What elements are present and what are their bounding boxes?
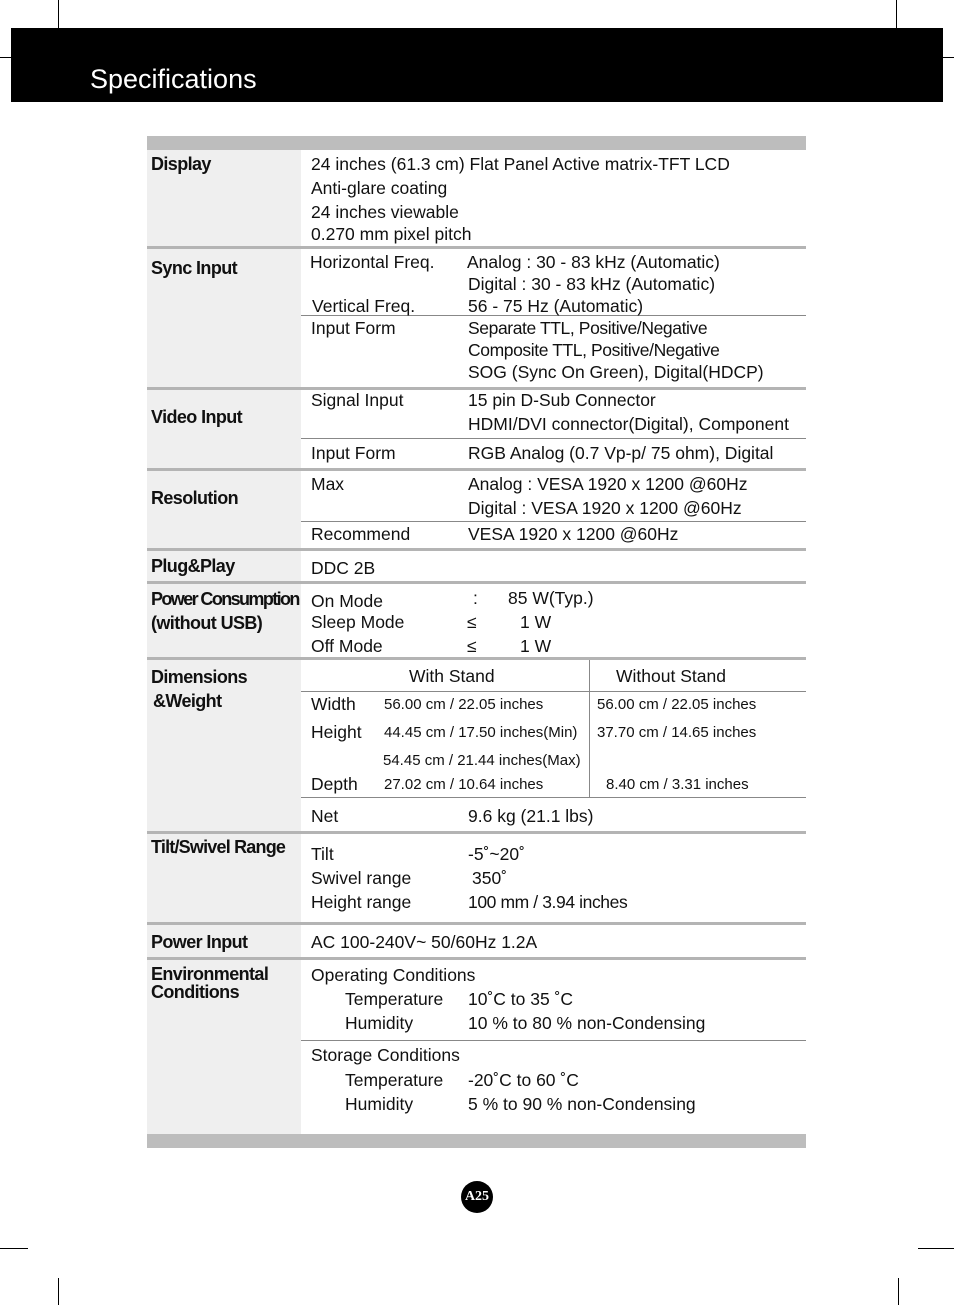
signal-input-label: Signal Input	[311, 390, 404, 410]
power-input-value: AC 100-240V~ 50/60Hz 1.2A	[311, 932, 538, 952]
height-with-stand-min: 44.45 cm / 17.50 inches(Min)	[384, 724, 578, 741]
sync-input-form-label: Input Form	[311, 318, 396, 338]
video-input-form-label: Input Form	[311, 443, 396, 463]
crop-mark	[943, 57, 954, 58]
page-number-badge: A25	[461, 1181, 493, 1213]
row-divider	[301, 797, 806, 798]
col-header-without-stand: Without Stand	[616, 666, 726, 686]
sync-input-form-value: Composite TTL, Positive/Negative	[468, 340, 720, 360]
crop-mark	[0, 1248, 28, 1249]
h-freq-digital: Digital : 30 - 83 kHz (Automatic)	[468, 274, 716, 294]
power-mode-label: Sleep Mode	[311, 612, 405, 632]
operating-temperature-value: 10˚C to 35 ˚C	[468, 989, 574, 1009]
power-mode-label: Off Mode	[311, 636, 383, 656]
power-mode-symbol: :	[473, 588, 478, 608]
row-divider	[301, 438, 806, 439]
crop-mark	[58, 0, 59, 28]
height-without-stand: 37.70 cm / 14.65 inches	[597, 724, 757, 741]
resolution-max-label: Max	[311, 474, 345, 494]
section-divider	[147, 922, 806, 925]
crop-mark	[58, 1278, 59, 1305]
label-video-input: Video Input	[151, 407, 243, 427]
display-line: 0.270 mm pixel pitch	[311, 224, 472, 244]
label-power-consumption: Power Consumption	[151, 589, 299, 609]
page-title: Specifications	[90, 64, 257, 94]
swivel-label: Swivel range	[311, 868, 412, 888]
resolution-recommend-label: Recommend	[311, 524, 411, 544]
section-divider	[147, 246, 806, 249]
section-divider	[147, 581, 806, 584]
operating-humidity-label: Humidity	[345, 1013, 414, 1033]
table-bottom-band	[147, 1134, 806, 1148]
net-weight-value: 9.6 kg (21.1 lbs)	[468, 806, 594, 826]
storage-humidity-value: 5 % to 90 % non-Condensing	[468, 1094, 696, 1114]
signal-input-value: 15 pin D-Sub Connector	[468, 390, 656, 410]
power-mode-label: On Mode	[311, 591, 383, 611]
width-label: Width	[311, 694, 356, 714]
power-mode-symbol: ≤	[467, 636, 477, 656]
power-mode-value: 85 W(Typ.)	[508, 588, 594, 608]
height-with-stand-max: 54.45 cm / 21.44 inches(Max)	[383, 752, 581, 769]
tilt-label: Tilt	[311, 844, 334, 864]
label-resolution: Resolution	[151, 488, 238, 508]
net-weight-label: Net	[311, 806, 339, 826]
column-divider	[589, 660, 590, 797]
section-divider	[147, 548, 806, 551]
h-freq-analog: Analog : 30 - 83 kHz (Automatic)	[467, 252, 720, 272]
height-range-label: Height range	[311, 892, 412, 912]
v-freq-label: Vertical Freq.	[312, 296, 416, 316]
resolution-max-value: Analog : VESA 1920 x 1200 @60Hz	[468, 474, 748, 494]
storage-humidity-label: Humidity	[345, 1094, 414, 1114]
label-dimensions: Dimensions	[151, 667, 248, 687]
display-line: Anti-glare coating	[311, 178, 448, 198]
label-environmental: Environmental	[151, 964, 269, 984]
tilt-value: -5˚~20˚	[468, 844, 525, 864]
power-mode-value: 1 W	[520, 612, 552, 632]
depth-without-stand: 8.40 cm / 3.31 inches	[606, 776, 749, 793]
power-mode-symbol: ≤	[467, 612, 477, 632]
label-sync-input: Sync Input	[151, 258, 238, 278]
resolution-max-value: Digital : VESA 1920 x 1200 @60Hz	[468, 498, 742, 518]
label-power-input: Power Input	[151, 932, 248, 952]
sync-input-form-value: Separate TTL, Positive/Negative	[468, 318, 708, 338]
label-plug-play: Plug&Play	[151, 556, 235, 576]
label-display: Display	[151, 154, 211, 174]
swivel-value: 350˚	[472, 868, 508, 888]
height-range-value: 100 mm / 3.94 inches	[468, 892, 628, 912]
label-weight: &Weight	[153, 691, 222, 711]
section-divider	[147, 957, 806, 960]
signal-input-value: HDMI/DVI connector(Digital), Component	[468, 414, 789, 434]
crop-mark	[896, 0, 897, 28]
width-with-stand: 56.00 cm / 22.05 inches	[384, 696, 544, 713]
row-divider	[301, 521, 806, 522]
video-input-form-value: RGB Analog (0.7 Vp-p/ 75 ohm), Digital	[468, 443, 774, 463]
col-header-with-stand: With Stand	[409, 666, 495, 686]
crop-mark	[0, 57, 11, 58]
resolution-recommend-value: VESA 1920 x 1200 @60Hz	[468, 524, 679, 544]
depth-with-stand: 27.02 cm / 10.64 inches	[384, 776, 544, 793]
table-top-band	[147, 136, 806, 150]
v-freq-value: 56 - 75 Hz (Automatic)	[468, 296, 644, 316]
section-divider	[147, 831, 806, 834]
label-tilt-swivel: Tilt/Swivel Range	[151, 837, 286, 857]
operating-humidity-value: 10 % to 80 % non-Condensing	[468, 1013, 706, 1033]
width-without-stand: 56.00 cm / 22.05 inches	[597, 696, 757, 713]
display-line: 24 inches (61.3 cm) Flat Panel Active matrix-TFT LCD	[311, 154, 730, 174]
storage-conditions-title: Storage Conditions	[311, 1045, 460, 1065]
operating-temperature-label: Temperature	[345, 989, 444, 1009]
storage-temperature-label: Temperature	[345, 1070, 444, 1090]
label-conditions: Conditions	[151, 982, 239, 1002]
depth-label: Depth	[311, 774, 358, 794]
row-divider	[301, 691, 806, 692]
storage-temperature-value: -20˚C to 60 ˚C	[468, 1070, 579, 1090]
sync-input-form-value: SOG (Sync On Green), Digital(HDCP)	[468, 362, 764, 382]
plug-play-value: DDC 2B	[311, 558, 376, 578]
row-divider	[301, 1040, 806, 1041]
operating-conditions-title: Operating Conditions	[311, 965, 476, 985]
power-mode-value: 1 W	[520, 636, 552, 656]
crop-mark	[918, 1248, 954, 1249]
section-divider	[147, 468, 806, 471]
crop-mark	[898, 1278, 899, 1305]
section-divider	[147, 657, 806, 660]
height-label: Height	[311, 722, 362, 742]
label-power-consumption-note: (without USB)	[151, 613, 263, 633]
display-line: 24 inches viewable	[311, 202, 459, 222]
h-freq-label: Horizontal Freq.	[310, 252, 435, 272]
